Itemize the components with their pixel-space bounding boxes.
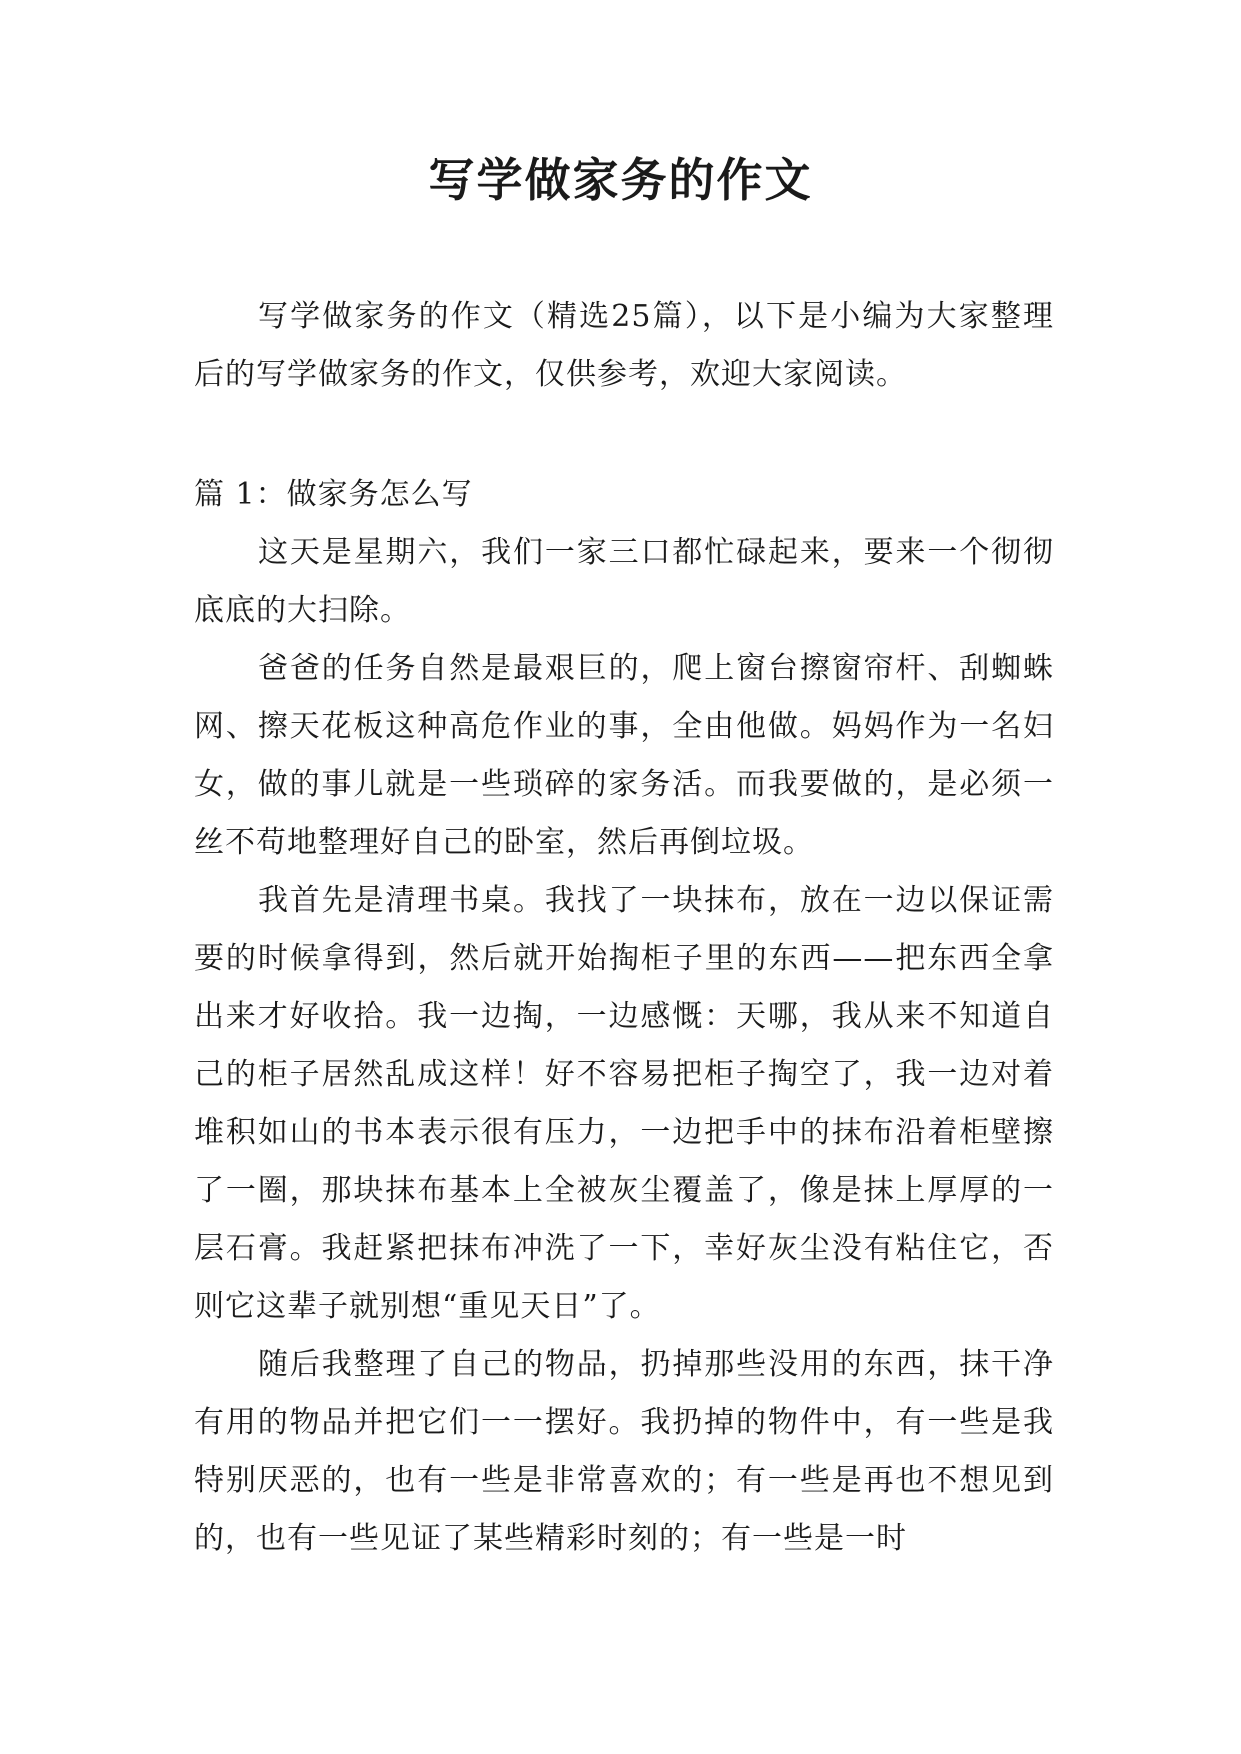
- body-paragraph: 我首先是清理书桌。我找了一块抹布，放在一边以保证需要的时候拿得到，然后就开始掏柜子里的东西——把东西全拿出来才好收拾。我一边掏，一边感慨：天哪，我从来不知道自己的柜子居然乱成这样！好不容易把柜子掏空了，我一边对着堆积如山的书本表示很有压力，一边把手中的抹布沿着柜壁擦了一圈，那块抹布基本上全被灰尘覆盖了，像是抹上厚厚的一层石膏。我赶紧把抹布冲洗了一下，幸好灰尘没有粘住它，否则它这辈子就别想“重见天日”了。: [194, 883, 1054, 1324]
- intro-paragraph: 写学做家务的作文（精选25篇），以下是小编为大家整理后的写学做家务的作文，仅供参考，欢迎大家阅读。: [194, 299, 1054, 392]
- document-title: 写学做家务的作文: [428, 153, 813, 207]
- section-heading: 篇 1：做家务怎么写: [194, 477, 473, 512]
- body-paragraph: 爸爸的任务自然是最艰巨的，爬上窗台擦窗帘杆、刮蜘蛛网、擦天花板这种高危作业的事，全由他做。妈妈作为一名妇女，做的事儿就是一些琐碎的家务活。而我要做的，是必须一丝不苟地整理好自己的卧室，然后再倒垃圾。: [194, 651, 1054, 860]
- body-paragraph: 这天是星期六，我们一家三口都忙碌起来，要来一个彻彻底底的大扫除。: [194, 535, 1054, 628]
- document-body: [194, 288, 1054, 1568]
- body-paragraph: 随后我整理了自己的物品，扔掉那些没用的东西，抹干净有用的物品并把它们一一摆好。我扔掉的物件中，有一些是我特别厌恶的，也有一些是非常喜欢的；有一些是再也不想见到的，也有一些见证了某些精彩时刻的；有一些是一时: [194, 1347, 1054, 1556]
